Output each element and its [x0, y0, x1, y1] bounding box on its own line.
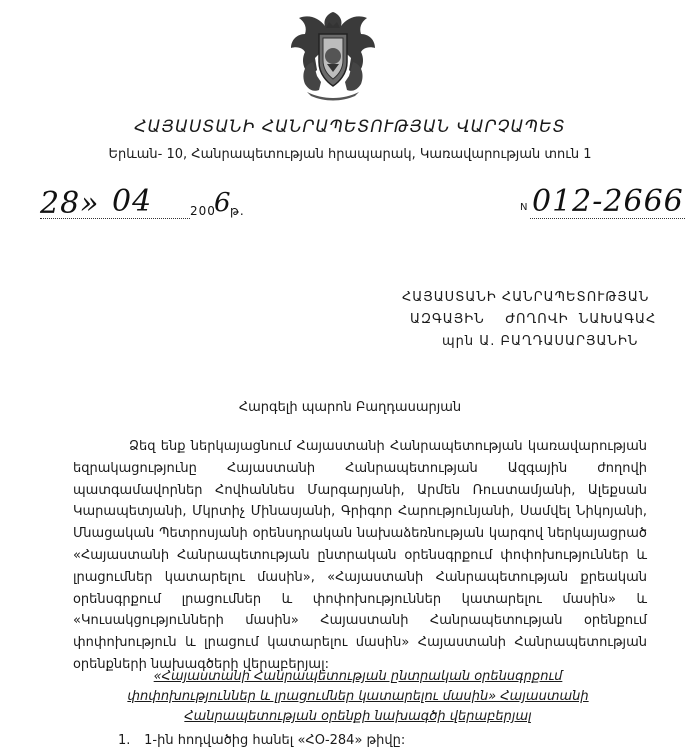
list-item-number: 1. [118, 733, 131, 748]
document-number: 012-2666 [532, 184, 684, 219]
addressee-line-3: պրն Ա. ԲԱՂԴԱՍԱՐՅԱՆԻՆ [442, 334, 639, 349]
list-item-text: 1-ին հոդվածից հանել «ՀՕ-284» թիվը: [144, 733, 406, 748]
body-paragraph: Ձեզ ենք ներկայացնում Հայաստանի Հանրապետության կառավարության եզրակացությունը Հայաստանի Հանրապետության Ազգային ժողովի պատգամավորներ Հովհաննես Մարգարյանի, Արմեն Ռուստամյանի, Ալեքսան Կարապետյանի, Մկրտիչ Մինասյանի, Գրիգոր Հարությունյանի, Սամվել Նիկոյանի, Մնացական Պետրոսյանի օրենսդրական նախաձեռնության կարգով ներկայացրած «Հայաստանի Հանրապետության ընտրական օրենսգրքում փոփոխություններ և լրացումներ կատարելու մասին», «Հայաստանի Հանրապետության քրեական օրենսգրքում լրացումներ և փոփոխություններ կատարելու մասին» և «Կուսակցությունների մասին» Հայաստանի Հանրապետության օրենքում փոփոխություն և լրացում կատարելու մասին» Հայաստանի Հանրապետության օրենքների նախագծերի վերաբերյալ: [73, 439, 647, 672]
handwritten-number [520, 186, 690, 226]
date-suffix: թ. [230, 204, 245, 218]
handwritten-date [40, 186, 260, 226]
date-month: 04 [112, 184, 153, 219]
number-underline [530, 218, 685, 219]
document-title: ՀԱՅԱՍՏԱՆԻ ՀԱՆՐԱՊԵՏՈՒԹՅԱՆ ՎԱՐՉԱՊԵՏ [134, 117, 566, 137]
greeting: Հարգելի պարոն Բաղդասարյան [238, 400, 462, 415]
date-year: 6 [214, 188, 232, 218]
date-year-prefix: 200 [190, 204, 216, 218]
date-day: 28» [40, 186, 100, 221]
addressee-line-2: ԱԶԳԱՅԻՆ ԺՈՂՈՎԻ ՆԱԽԱԳԱՀ [410, 312, 657, 327]
date-underline [40, 218, 190, 219]
armenia-coat-of-arms-icon [283, 4, 383, 104]
office-address: Երևան- 10, Հանրապետության հրապարակ, Կառավարության տուն 1 [108, 147, 592, 162]
number-prefix: N [520, 202, 528, 213]
list-item [118, 733, 405, 748]
section-heading: «Հայաստանի Հանրապետության ընտրական օրենսգրքում փոփոխություններ և լրացումներ կատարելու մասին» Հայաստանի Հանրապետության օրենքի նախագծի վերաբերյալ [127, 669, 589, 724]
addressee-line-1: ՀԱՅԱՍՏԱՆԻ ՀԱՆՐԱՊԵՏՈՒԹՅԱՆ [402, 290, 650, 305]
